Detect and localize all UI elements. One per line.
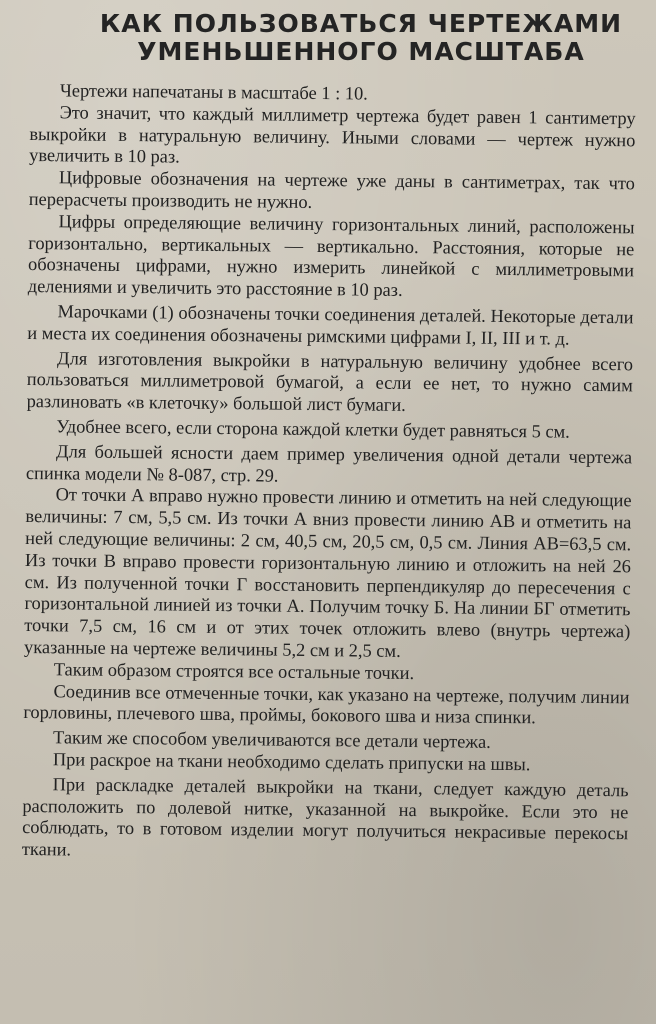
paragraph: Соединив все отмеченные точки, как указано на чертеже, получим линии горловины, плечевого шва, проймы, бокового шва и низа спинки. [23, 680, 630, 728]
paragraph: При раскрое на ткани необходимо сделать припуски на швы. [52, 749, 531, 775]
paragraph: Цифры определяющие величину горизонтальных линий, расположены горизонтально, вертикальных — вертикально. Расстояния, которые не обозначены цифрами, нужно измерить линейкой с миллиметровыми делениями и увеличить это расстояние в 10 раз. [27, 211, 635, 301]
paragraph: При раскладке деталей выкройки на ткани, следует каждую деталь расположить по долевой нитке, указанной на выкройке. Если это не соблюдать, то в готовом изделии могут получиться некрасивые перекосы ткани. [21, 773, 629, 860]
paragraph: Это значит, что каждый миллиметр чертежа будет равен 1 сантиметру выкройки в натуральную величину. Иными словами — чертеж нужно увеличить в 10 раз. [29, 102, 636, 167]
document-title [30, 10, 636, 66]
document-body [22, 80, 636, 867]
paragraph: Чертежи напечатаны в масштабе 1 : 10. [59, 80, 368, 104]
paragraph: Марочками (1) обозначены точки соединения деталей. Некоторые детали и места их соединения обозначены римскими цифрами I, II, III и т. д. [27, 301, 634, 349]
paragraph: Для большей ясности даем пример увеличения одной детали чертежа спинка модели № 8-087, стр. 29. [25, 441, 633, 486]
title-line-2: УМЕНЬШЕННОГО МАСШТАБА [137, 37, 585, 66]
title-line-1: КАК ПОЛЬЗОВАТЬСЯ ЧЕРТЕЖАМИ [99, 9, 623, 38]
paragraph: Для изготовления выкройки в натуральную величину удобнее всего пользоваться миллиметровой бумагой, а если ее нет, то нужно самим разлиновать «в клеточку» большой лист бумаги. [26, 347, 634, 416]
paragraph: Цифровые обозначения на чертеже уже даны в сантиметрах, так что перерасчеты производить не нужно. [28, 167, 636, 212]
paragraph: Таким образом строятся все остальные точки. [53, 659, 415, 683]
paragraph: От точки А вправо нужно провести линию и отметить на ней следующие величины: 7 см, 5,5 см. Из точки А вниз провести линию АВ и отметить на ней следующие величины: 2 см, 40,5 см, 20,5 см, 0,5 см. Линия АВ=63,5 см. Из точки В вправо провести горизонтальную линию и отложить на ней 26 см. Из полученной точки Г восстановить перпендикуляр до пересечения с горизонтальной линией из точки А. Получим точку Б. На линии БГ отметить точки 7,5 см, 16 см и от этих точек отложить влево (внутрь чертежа) указанные на чертеже величины 5,2 см и 2,5 см. [23, 484, 632, 661]
paragraph: Удобнее всего, если сторона каждой клетки будет равняться 5 см. [56, 416, 570, 442]
paragraph: Таким же способом увеличиваются все детали чертежа. [53, 727, 491, 752]
